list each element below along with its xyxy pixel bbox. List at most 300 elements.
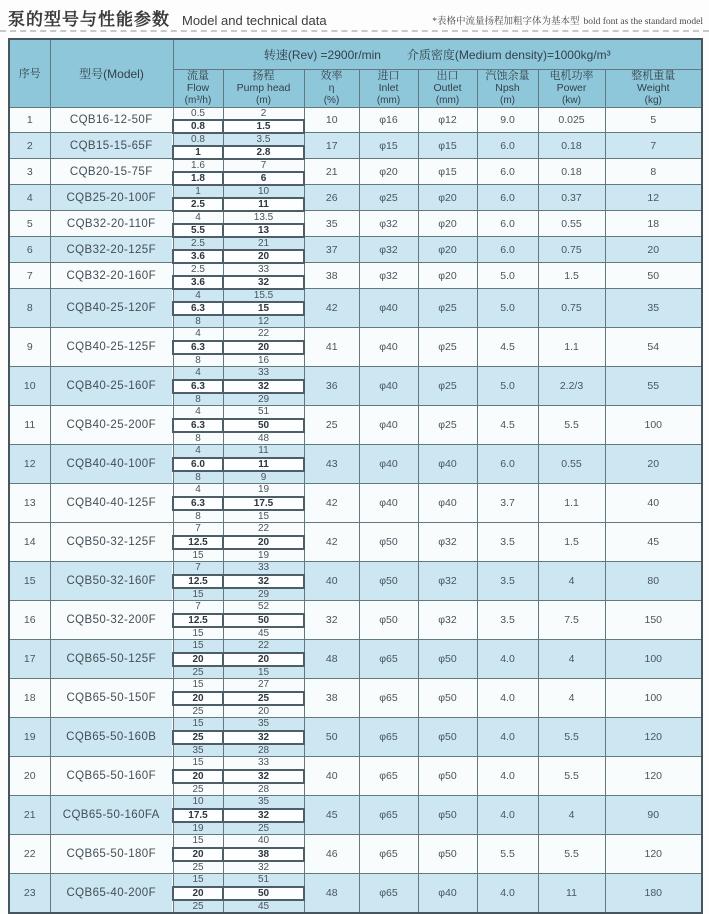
flow-value: 7: [173, 562, 223, 575]
flow-value: 2.5: [173, 263, 223, 276]
outlet-cell: φ50: [418, 796, 477, 835]
flow-value: 15: [173, 588, 223, 601]
head-value: 12: [223, 315, 304, 328]
rev-spec: 转速(Rev) =2900r/min: [263, 47, 381, 62]
flow-value: 1: [173, 146, 223, 159]
head-value: 28: [223, 744, 304, 757]
outlet-cell: φ50: [418, 757, 477, 796]
npsh-cell: 5.0: [477, 263, 538, 289]
power-cell: 0.18: [538, 133, 605, 159]
inlet-cell: φ50: [359, 523, 418, 562]
outlet-cell: φ32: [418, 562, 477, 601]
table-row: [9, 133, 702, 146]
title-divider: [0, 30, 709, 32]
head-value: 29: [223, 393, 304, 406]
npsh-cell: 6.0: [477, 237, 538, 263]
flow-value: 19: [173, 822, 223, 835]
model-cell: CQB40-25-125F: [50, 328, 173, 367]
flow-value: 3.6: [173, 276, 223, 289]
col-header-weight: 整机重量 Weight (kg): [605, 69, 702, 107]
efficiency-cell: 38: [304, 263, 359, 289]
table-header: [9, 39, 702, 107]
flow-value: 1: [173, 185, 223, 198]
flow-value: 4: [173, 445, 223, 458]
npsh-cell: 3.5: [477, 523, 538, 562]
flow-value: 12.5: [173, 536, 223, 549]
row-number-cell: 23: [9, 874, 50, 913]
weight-cell: 18: [605, 211, 702, 237]
flow-value: 4: [173, 328, 223, 341]
flow-value: 0.8: [173, 120, 223, 133]
weight-cell: 80: [605, 562, 702, 601]
head-value: 10: [223, 185, 304, 198]
outlet-cell: φ50: [418, 835, 477, 874]
npsh-cell: 9.0: [477, 107, 538, 133]
page-subtitle: Model and technical data: [182, 13, 327, 28]
flow-value: 20: [173, 692, 223, 705]
weight-cell: 120: [605, 835, 702, 874]
head-value: 19: [223, 484, 304, 497]
head-value: 25: [223, 692, 304, 705]
col-header-npsh: 汽蚀余量 Npsh (m): [477, 69, 538, 107]
efficiency-cell: 45: [304, 796, 359, 835]
weight-cell: 5: [605, 107, 702, 133]
outlet-cell: φ20: [418, 211, 477, 237]
weight-cell: 50: [605, 263, 702, 289]
head-value: 21: [223, 237, 304, 250]
model-cell: CQB50-32-125F: [50, 523, 173, 562]
power-cell: 1.5: [538, 523, 605, 562]
flow-value: 25: [173, 705, 223, 718]
weight-cell: 55: [605, 367, 702, 406]
head-value: 22: [223, 640, 304, 653]
outlet-cell: φ25: [418, 289, 477, 328]
outlet-cell: φ12: [418, 107, 477, 133]
npsh-cell: 4.0: [477, 757, 538, 796]
head-value: 17.5: [223, 497, 304, 510]
flow-value: 1.8: [173, 172, 223, 185]
power-cell: 0.025: [538, 107, 605, 133]
model-cell: CQB40-40-125F: [50, 484, 173, 523]
npsh-cell: 4.0: [477, 640, 538, 679]
power-cell: 5.5: [538, 406, 605, 445]
flow-value: 6.3: [173, 341, 223, 354]
table-row: [9, 562, 702, 575]
head-value: 35: [223, 796, 304, 809]
head-value: 15: [223, 302, 304, 315]
npsh-cell: 6.0: [477, 445, 538, 484]
power-cell: 1.1: [538, 328, 605, 367]
row-number-cell: 18: [9, 679, 50, 718]
efficiency-cell: 40: [304, 757, 359, 796]
row-number-cell: 16: [9, 601, 50, 640]
head-value: 33: [223, 757, 304, 770]
head-value: 2.8: [223, 146, 304, 159]
head-value: 32: [223, 575, 304, 588]
row-number-cell: 17: [9, 640, 50, 679]
power-cell: 4: [538, 640, 605, 679]
outlet-cell: φ20: [418, 263, 477, 289]
flow-value: 17.5: [173, 809, 223, 822]
efficiency-cell: 50: [304, 718, 359, 757]
outlet-cell: φ50: [418, 679, 477, 718]
flow-value: 4: [173, 484, 223, 497]
inlet-cell: φ40: [359, 289, 418, 328]
head-value: 15: [223, 510, 304, 523]
table-row: [9, 523, 702, 536]
inlet-cell: φ50: [359, 601, 418, 640]
flow-value: 6.3: [173, 497, 223, 510]
head-value: 40: [223, 835, 304, 848]
weight-cell: 45: [605, 523, 702, 562]
efficiency-cell: 35: [304, 211, 359, 237]
flow-value: 15: [173, 549, 223, 562]
efficiency-cell: 36: [304, 367, 359, 406]
table-row: [9, 237, 702, 250]
head-value: 22: [223, 523, 304, 536]
npsh-cell: 4.5: [477, 406, 538, 445]
col-header-model: 型号(Model): [50, 39, 173, 107]
flow-value: 6.3: [173, 380, 223, 393]
flow-value: 15: [173, 757, 223, 770]
flow-value: 12.5: [173, 614, 223, 627]
head-value: 29: [223, 588, 304, 601]
inlet-cell: φ25: [359, 185, 418, 211]
power-cell: 0.55: [538, 445, 605, 484]
flow-value: 4: [173, 289, 223, 302]
efficiency-cell: 42: [304, 484, 359, 523]
flow-value: 20: [173, 770, 223, 783]
npsh-cell: 6.0: [477, 133, 538, 159]
model-cell: CQB40-25-120F: [50, 289, 173, 328]
outlet-cell: φ20: [418, 237, 477, 263]
model-cell: CQB65-50-125F: [50, 640, 173, 679]
flow-value: 6.0: [173, 458, 223, 471]
efficiency-cell: 37: [304, 237, 359, 263]
outlet-cell: φ15: [418, 133, 477, 159]
efficiency-cell: 32: [304, 601, 359, 640]
inlet-cell: φ65: [359, 640, 418, 679]
power-cell: 1.1: [538, 484, 605, 523]
flow-value: 25: [173, 666, 223, 679]
power-cell: 1.5: [538, 263, 605, 289]
flow-value: 8: [173, 432, 223, 445]
weight-cell: 8: [605, 159, 702, 185]
head-value: 25: [223, 822, 304, 835]
efficiency-cell: 42: [304, 523, 359, 562]
outlet-cell: φ25: [418, 328, 477, 367]
npsh-cell: 6.0: [477, 185, 538, 211]
head-value: 2: [223, 107, 304, 120]
model-cell: CQB50-32-160F: [50, 562, 173, 601]
row-number-cell: 20: [9, 757, 50, 796]
head-value: 11: [223, 458, 304, 471]
col-header-power: 电机功率 Power (kw): [538, 69, 605, 107]
head-value: 19: [223, 549, 304, 562]
power-cell: 7.5: [538, 601, 605, 640]
flow-value: 2.5: [173, 198, 223, 211]
table-row: [9, 289, 702, 302]
flow-value: 2.5: [173, 237, 223, 250]
head-value: 45: [223, 627, 304, 640]
weight-cell: 12: [605, 185, 702, 211]
npsh-cell: 3.7: [477, 484, 538, 523]
power-cell: 0.75: [538, 289, 605, 328]
row-number-cell: 11: [9, 406, 50, 445]
power-cell: 4: [538, 679, 605, 718]
outlet-cell: φ40: [418, 445, 477, 484]
row-number-cell: 1: [9, 107, 50, 133]
flow-value: 6.3: [173, 302, 223, 315]
model-cell: CQB50-32-200F: [50, 601, 173, 640]
efficiency-cell: 10: [304, 107, 359, 133]
head-value: 32: [223, 809, 304, 822]
model-cell: CQB40-40-100F: [50, 445, 173, 484]
flow-value: 20: [173, 848, 223, 861]
head-value: 16: [223, 354, 304, 367]
head-value: 51: [223, 406, 304, 419]
head-value: 20: [223, 536, 304, 549]
head-value: 50: [223, 614, 304, 627]
power-cell: 4: [538, 796, 605, 835]
head-value: 28: [223, 783, 304, 796]
inlet-cell: φ40: [359, 484, 418, 523]
page-title: 泵的型号与性能参数: [8, 10, 170, 29]
head-value: 32: [223, 861, 304, 874]
weight-cell: 20: [605, 237, 702, 263]
flow-value: 12.5: [173, 575, 223, 588]
efficiency-cell: 21: [304, 159, 359, 185]
npsh-cell: 6.0: [477, 159, 538, 185]
model-cell: CQB15-15-65F: [50, 133, 173, 159]
power-cell: 5.5: [538, 757, 605, 796]
table-row: [9, 211, 702, 224]
model-cell: CQB32-20-160F: [50, 263, 173, 289]
table-row: [9, 107, 702, 120]
weight-cell: 180: [605, 874, 702, 913]
weight-cell: 90: [605, 796, 702, 835]
weight-cell: 100: [605, 679, 702, 718]
table-body: [9, 107, 702, 913]
inlet-cell: φ20: [359, 159, 418, 185]
head-value: 6: [223, 172, 304, 185]
table-row: [9, 367, 702, 380]
table-row: [9, 757, 702, 770]
head-value: 13.5: [223, 211, 304, 224]
head-value: 48: [223, 432, 304, 445]
model-cell: CQB16-12-50F: [50, 107, 173, 133]
inlet-cell: φ16: [359, 107, 418, 133]
flow-value: 1.6: [173, 159, 223, 172]
head-value: 45: [223, 900, 304, 913]
flow-value: 8: [173, 471, 223, 484]
weight-cell: 120: [605, 757, 702, 796]
flow-value: 8: [173, 393, 223, 406]
row-number-cell: 3: [9, 159, 50, 185]
outlet-cell: φ25: [418, 367, 477, 406]
col-header-efficiency: 效率 η (%): [304, 69, 359, 107]
row-number-cell: 5: [9, 211, 50, 237]
npsh-cell: 3.5: [477, 601, 538, 640]
flow-value: 25: [173, 861, 223, 874]
flow-value: 7: [173, 601, 223, 614]
head-value: 32: [223, 380, 304, 393]
flow-value: 4: [173, 367, 223, 380]
head-value: 32: [223, 276, 304, 289]
flow-value: 15: [173, 874, 223, 887]
row-number-cell: 13: [9, 484, 50, 523]
speed-density-header: [173, 39, 702, 69]
table-row: [9, 874, 702, 887]
npsh-cell: 5.0: [477, 289, 538, 328]
inlet-cell: φ65: [359, 835, 418, 874]
head-value: 15: [223, 666, 304, 679]
col-header-outlet: 出口 Outlet (mm): [418, 69, 477, 107]
head-value: 7: [223, 159, 304, 172]
npsh-cell: 5.0: [477, 367, 538, 406]
table-row: [9, 328, 702, 341]
note-zh: *表格中流量扬程加粗字体为基本型: [432, 17, 580, 27]
head-value: 52: [223, 601, 304, 614]
page-header: [8, 5, 327, 30]
npsh-cell: 6.0: [477, 211, 538, 237]
head-value: 20: [223, 653, 304, 666]
npsh-cell: 4.0: [477, 718, 538, 757]
flow-value: 25: [173, 783, 223, 796]
model-cell: CQB65-50-150F: [50, 679, 173, 718]
model-cell: CQB65-50-180F: [50, 835, 173, 874]
inlet-cell: φ65: [359, 718, 418, 757]
head-value: 3.5: [223, 133, 304, 146]
power-cell: 4: [538, 562, 605, 601]
weight-cell: 150: [605, 601, 702, 640]
efficiency-cell: 38: [304, 679, 359, 718]
flow-value: 0.5: [173, 107, 223, 120]
power-cell: 0.18: [538, 159, 605, 185]
table-row: [9, 796, 702, 809]
model-cell: CQB32-20-110F: [50, 211, 173, 237]
table-row: [9, 484, 702, 497]
inlet-cell: φ65: [359, 679, 418, 718]
efficiency-cell: 41: [304, 328, 359, 367]
head-value: 50: [223, 419, 304, 432]
row-number-cell: 8: [9, 289, 50, 328]
npsh-cell: 4.5: [477, 328, 538, 367]
flow-value: 35: [173, 744, 223, 757]
power-cell: 5.5: [538, 718, 605, 757]
head-value: 38: [223, 848, 304, 861]
model-cell: CQB65-40-200F: [50, 874, 173, 913]
flow-value: 15: [173, 627, 223, 640]
outlet-cell: φ25: [418, 406, 477, 445]
inlet-cell: φ50: [359, 562, 418, 601]
flow-value: 15: [173, 718, 223, 731]
flow-value: 15: [173, 835, 223, 848]
power-cell: 11: [538, 874, 605, 913]
row-number-cell: 22: [9, 835, 50, 874]
flow-value: 0.8: [173, 133, 223, 146]
head-value: 22: [223, 328, 304, 341]
weight-cell: 100: [605, 406, 702, 445]
npsh-cell: 4.0: [477, 679, 538, 718]
model-cell: CQB40-25-200F: [50, 406, 173, 445]
table-row: [9, 835, 702, 848]
power-cell: 0.55: [538, 211, 605, 237]
head-value: 35: [223, 718, 304, 731]
outlet-cell: φ40: [418, 874, 477, 913]
inlet-cell: φ65: [359, 874, 418, 913]
efficiency-cell: 48: [304, 874, 359, 913]
npsh-cell: 5.5: [477, 835, 538, 874]
efficiency-cell: 25: [304, 406, 359, 445]
flow-value: 15: [173, 679, 223, 692]
flow-value: 20: [173, 653, 223, 666]
row-number-cell: 15: [9, 562, 50, 601]
row-number-cell: 12: [9, 445, 50, 484]
model-cell: CQB25-20-100F: [50, 185, 173, 211]
outlet-cell: φ40: [418, 484, 477, 523]
outlet-cell: φ50: [418, 718, 477, 757]
head-value: 27: [223, 679, 304, 692]
row-number-cell: 21: [9, 796, 50, 835]
outlet-cell: φ32: [418, 523, 477, 562]
head-value: 11: [223, 445, 304, 458]
inlet-cell: φ40: [359, 406, 418, 445]
model-cell: CQB65-50-160F: [50, 757, 173, 796]
flow-value: 4: [173, 211, 223, 224]
npsh-cell: 4.0: [477, 796, 538, 835]
head-value: 32: [223, 731, 304, 744]
efficiency-cell: 17: [304, 133, 359, 159]
efficiency-cell: 43: [304, 445, 359, 484]
table-row: [9, 679, 702, 692]
flow-value: 20: [173, 887, 223, 900]
weight-cell: 54: [605, 328, 702, 367]
npsh-cell: 3.5: [477, 562, 538, 601]
weight-cell: 7: [605, 133, 702, 159]
flow-value: 15: [173, 640, 223, 653]
inlet-cell: φ32: [359, 263, 418, 289]
head-value: 20: [223, 250, 304, 263]
head-value: 11: [223, 198, 304, 211]
head-value: 33: [223, 263, 304, 276]
weight-cell: 35: [605, 289, 702, 328]
inlet-cell: φ32: [359, 237, 418, 263]
model-cell: CQB32-20-125F: [50, 237, 173, 263]
row-number-cell: 10: [9, 367, 50, 406]
flow-value: 8: [173, 354, 223, 367]
table-row: [9, 406, 702, 419]
head-value: 1.5: [223, 120, 304, 133]
head-value: 9: [223, 471, 304, 484]
efficiency-cell: 26: [304, 185, 359, 211]
table-row: [9, 718, 702, 731]
head-value: 15.5: [223, 289, 304, 302]
flow-value: 8: [173, 510, 223, 523]
inlet-cell: φ15: [359, 133, 418, 159]
row-number-cell: 14: [9, 523, 50, 562]
col-header-flow: 流量 Flow (m³/h): [173, 69, 223, 107]
inlet-cell: φ40: [359, 367, 418, 406]
head-value: 32: [223, 770, 304, 783]
model-cell: CQB20-15-75F: [50, 159, 173, 185]
col-header-no: 序号: [9, 39, 50, 107]
head-value: 50: [223, 887, 304, 900]
weight-cell: 100: [605, 640, 702, 679]
inlet-cell: φ40: [359, 328, 418, 367]
model-cell: CQB40-25-160F: [50, 367, 173, 406]
outlet-cell: φ50: [418, 640, 477, 679]
